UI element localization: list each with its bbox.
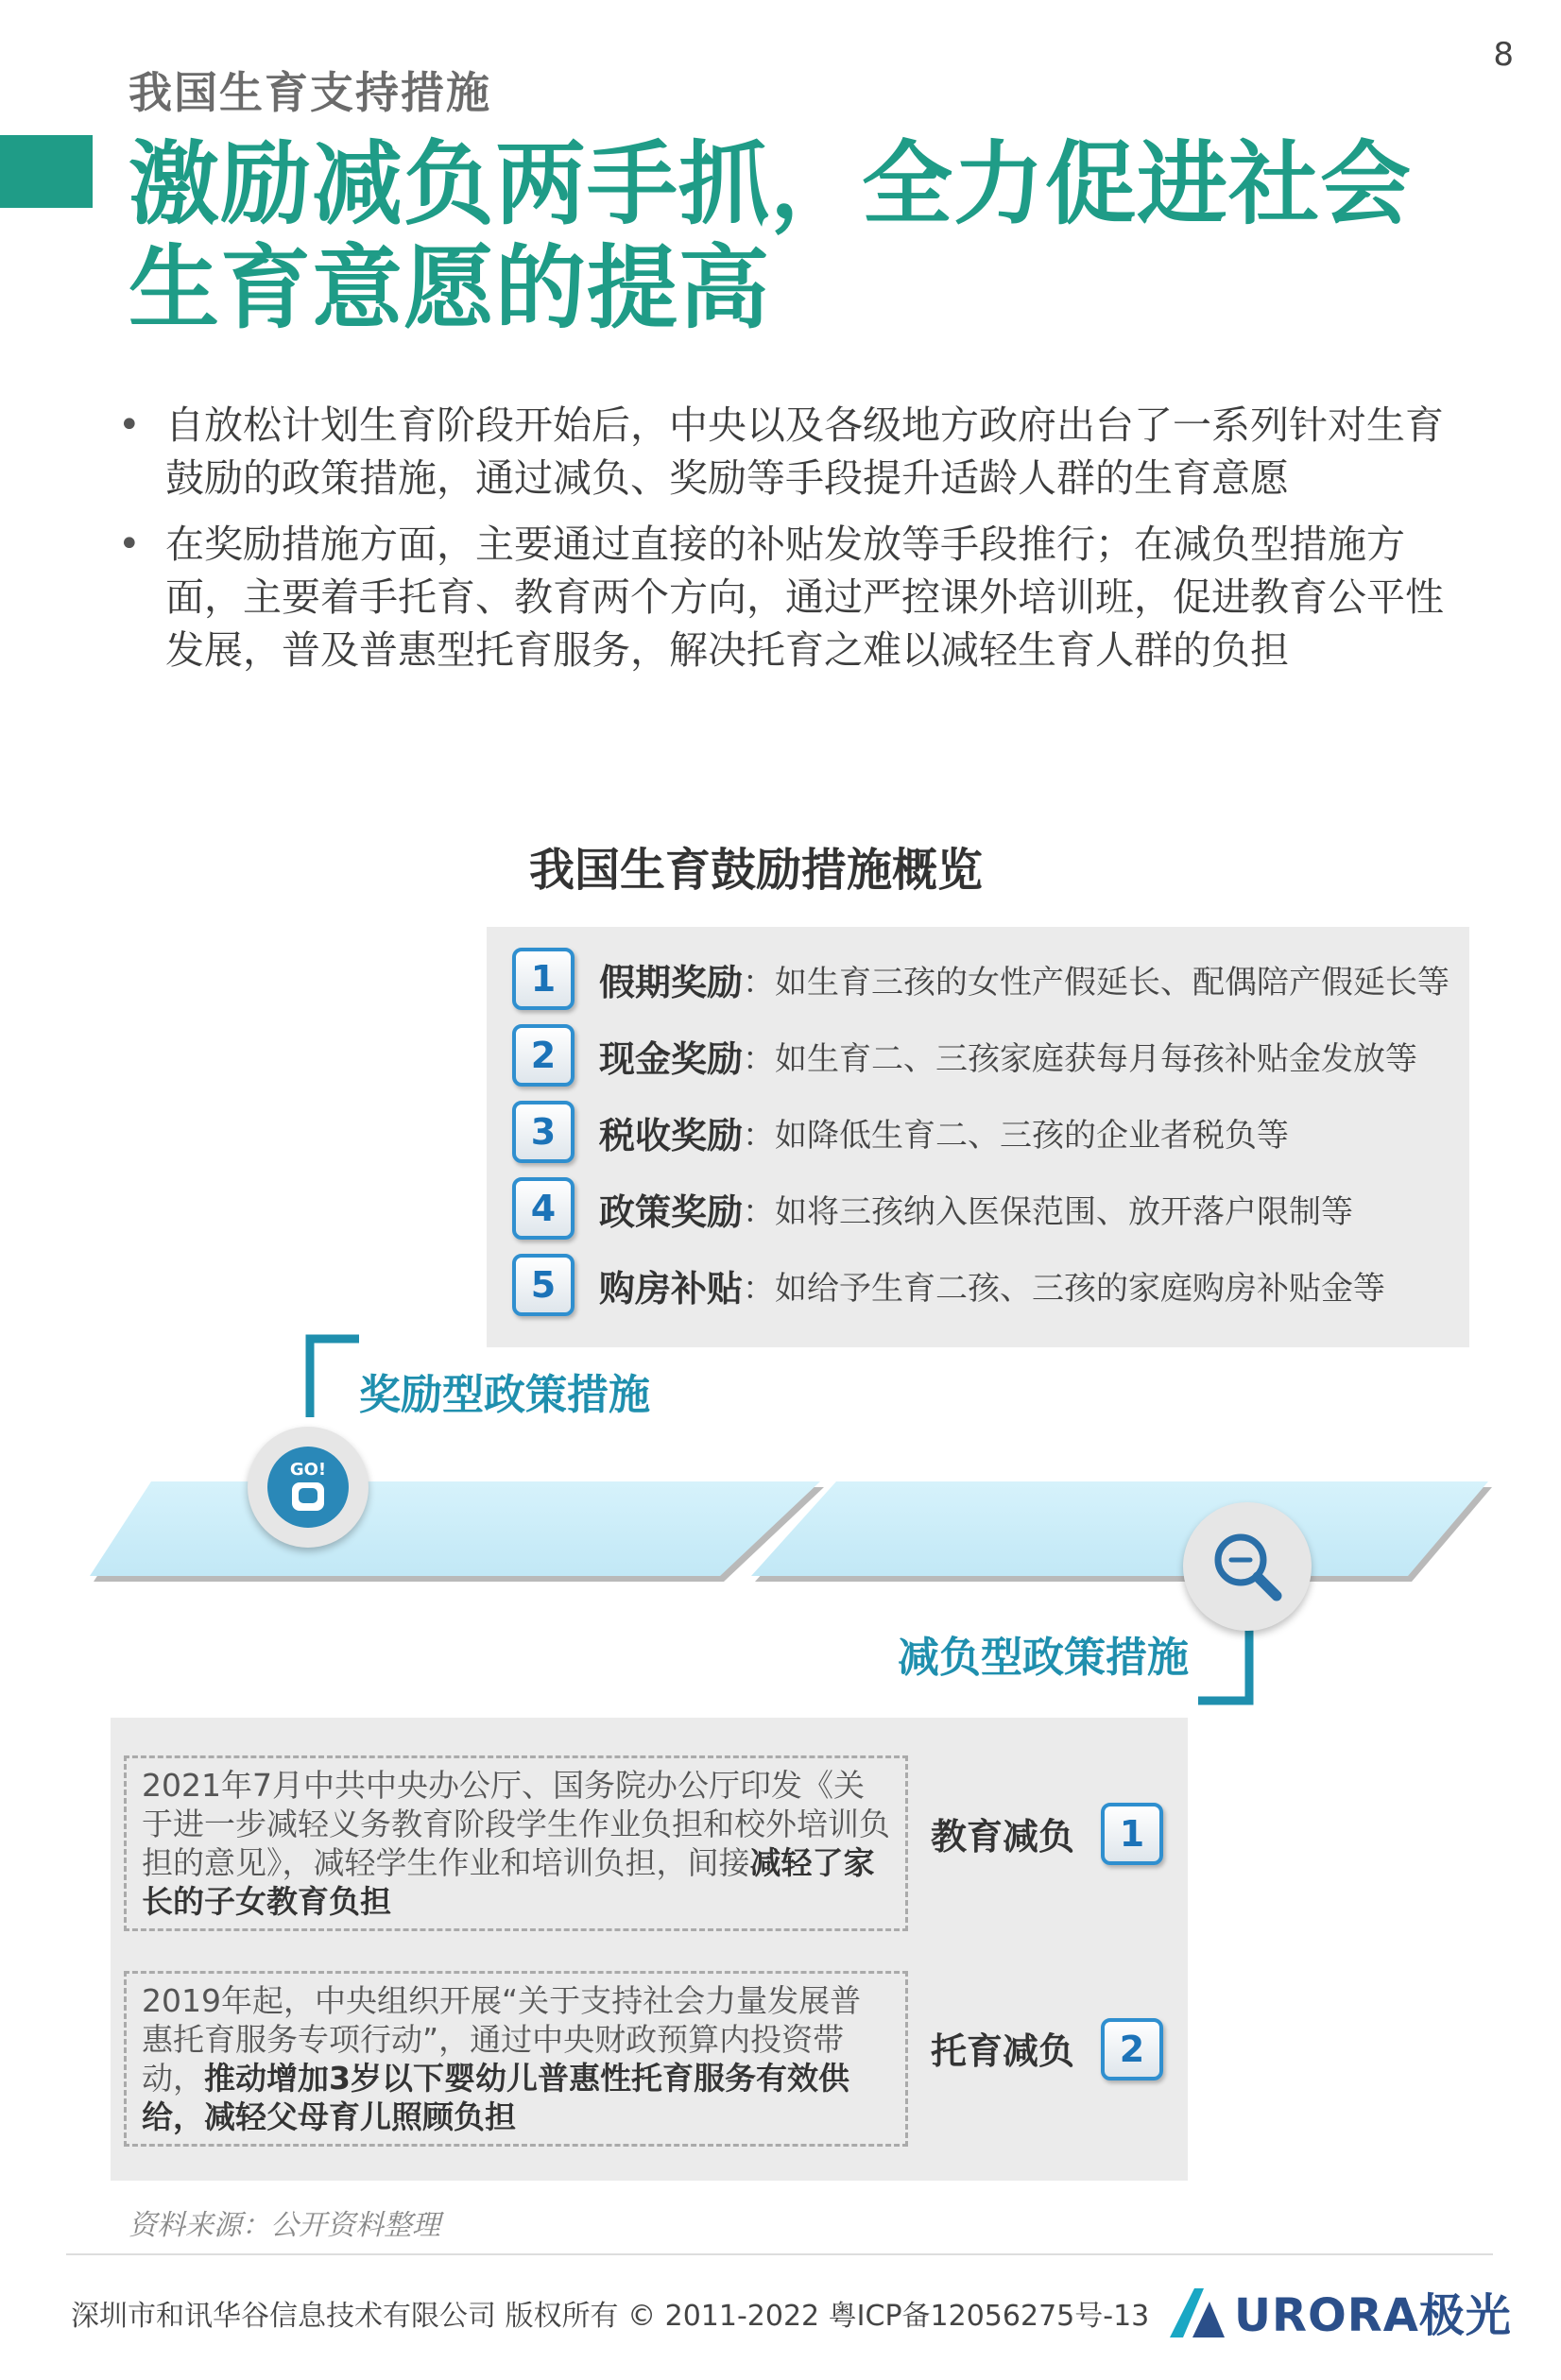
reward-item-desc: ：如生育二、三孩家庭获每月每孩补贴金发放等 [743, 1039, 1418, 1078]
reward-item-desc: ：如将三孩纳入医保范围、放开落户限制等 [743, 1192, 1354, 1231]
magnifier-icon [1205, 1524, 1290, 1609]
reward-item [512, 1175, 1353, 1241]
reward-item [512, 1252, 1385, 1318]
number-badge: 4 [512, 1177, 575, 1240]
number-badge: 1 [512, 948, 575, 1010]
reward-item-desc: ：如给予生育二孩、三孩的家庭购房补贴金等 [743, 1269, 1386, 1308]
reduce-panel [111, 1718, 1188, 2181]
logo-text: URORA极光 [1234, 2289, 1512, 2342]
aurora-logo [1164, 2279, 1512, 2344]
childcare-reduce-text [124, 1971, 908, 2147]
number-badge: 5 [512, 1254, 575, 1316]
accent-block [0, 135, 93, 208]
go-icon-text: GO! [289, 1460, 327, 1480]
education-reduce-text [124, 1755, 908, 1931]
education-reduce-label: 教育减负 [931, 1816, 1075, 1858]
bullet-text: 自放松计划生育阶段开始后，中央以及各级地方政府出台了一系列针对生育鼓励的政策措施，通过减负、奖励等手段提升适龄人群的生育意愿 [165, 402, 1444, 501]
number-badge: 2 [512, 1024, 575, 1087]
reward-item-head: 购房补贴 [599, 1267, 744, 1310]
reward-item-head: 现金奖励 [599, 1037, 744, 1080]
reward-item [512, 1099, 1289, 1165]
childcare-reduce-label: 托育减负 [931, 2030, 1075, 2072]
bullet-item [118, 518, 1479, 676]
number-badge: 1 [1101, 1803, 1163, 1865]
education-reduce-plain: 2021年7月中共中央办公厅、国务院办公厅印发《关于进一步减轻义务教育阶段学生作业负担和校外培训负担的意见》，减轻学生作业和培训负担，间接 [142, 1767, 890, 1881]
childcare-reduce-plain: 2019年起，中央组织开展“关于支持社会力量发展普惠托育服务专项行动”，通过中央财政预算内投资带动， [142, 1982, 862, 2097]
overview-title: 我国生育鼓励措施概览 [529, 844, 984, 897]
hand-icon [267, 1447, 349, 1528]
education-reduce-bold: 减轻了家长的子女教育负担 [142, 1844, 875, 1920]
policy-band-graphic [0, 1318, 1561, 1715]
reward-item-desc: ：如降低生育二、三孩的企业者税负等 [743, 1116, 1290, 1155]
number-badge: 3 [512, 1101, 575, 1163]
page-headline: 激励减负两手抓，全力促进社会生育意愿的提高 [129, 131, 1412, 341]
reward-item-head: 假期奖励 [599, 961, 744, 1003]
bullet-marker: • [118, 403, 141, 447]
reward-item-desc: ：如生育三孩的女性产假延长、配偶陪产假延长等 [743, 963, 1450, 1002]
band-left [90, 1481, 820, 1576]
reduce-bracket [1198, 1630, 1249, 1701]
reward-item [512, 946, 1450, 1012]
reward-bracket [310, 1339, 359, 1417]
bullet-marker: • [118, 522, 141, 566]
go-icon-badge [267, 1447, 349, 1528]
childcare-reduce-bold: 推动增加3岁以下婴幼儿普惠性托育服务有效供给，减轻父母育儿照顾负担 [142, 2060, 849, 2135]
bullet-list [118, 399, 1479, 690]
footer-copyright: 深圳市和讯华谷信息技术有限公司 版权所有 © 2011-2022 粤ICP备12056275号-13 [71, 2300, 1150, 2333]
reward-policy-label: 奖励型政策措施 [359, 1371, 650, 1419]
band-right [751, 1481, 1488, 1576]
reduce-policy-label: 减负型政策措施 [898, 1634, 1189, 1682]
reward-item-head: 政策奖励 [599, 1190, 744, 1233]
section-label: 我国生育支持措施 [129, 67, 491, 118]
bullet-item [118, 399, 1479, 505]
footer-divider [66, 2253, 1493, 2255]
bullet-text: 在奖励措施方面，主要通过直接的补贴发放等手段推行；在减负型措施方面，主要着手托育、教育两个方向，通过严控课外培训班，促进教育公平性发展，普及普惠型托育服务，解决托育之难以减轻生育人群的负担 [165, 522, 1444, 673]
number-badge: 2 [1101, 2018, 1163, 2080]
go-icon [248, 1427, 369, 1548]
page-number: 8 [1493, 36, 1514, 74]
reward-panel [487, 927, 1469, 1347]
search-icon [1183, 1502, 1312, 1631]
reward-item [512, 1022, 1417, 1088]
reward-item-head: 税收奖励 [599, 1114, 744, 1156]
aurora-logo-mark [1164, 2283, 1230, 2341]
source-note: 资料来源：公开资料整理 [129, 2209, 440, 2242]
